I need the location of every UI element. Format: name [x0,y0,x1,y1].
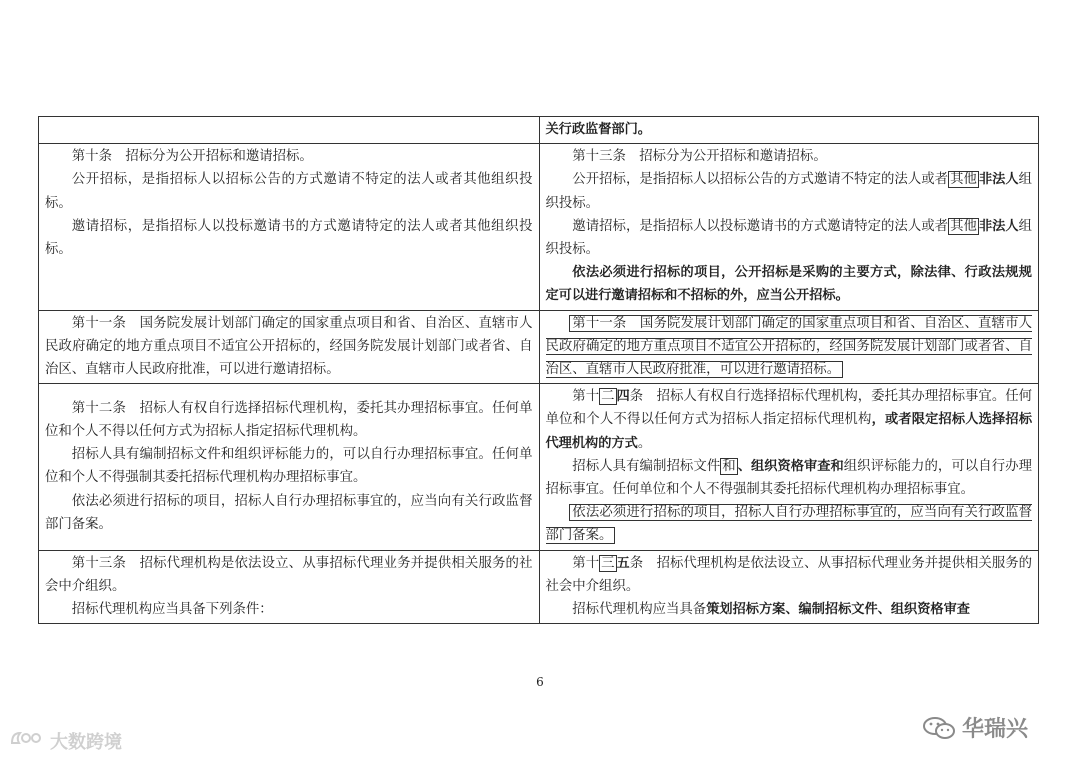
boxed-text: 其他 [950,218,977,234]
paragraph [45,168,533,214]
bold-text: 策划招标方案、编制招标文件、组织资格审查 [706,602,970,618]
text-run: 第十三条 招标分为公开招标和邀请招标。 [572,149,827,165]
deleted-article-box: 第十一条 国务院发展计划部门确定的国家重点项目和省、自治区、直辖市人民政府确定的地方重点项目不适宜公开招标的，经国务院发展计划部门或者省、自治区、直辖市人民政府批准，可以进行邀请招标。 [545,315,1032,378]
new-text-cell [539,384,1039,550]
old-text-cell [39,310,540,384]
paragraph [546,385,1033,455]
text-run: 第十 [572,555,600,571]
table-row [39,144,1039,310]
paragraph [546,118,1033,141]
text-run: 公开招标，是指招标人以招标公告的方式邀请不特定的法人或者 [572,172,949,188]
new-text-cell [539,550,1039,624]
bold-text: ，或者限定招标人选择招标代理机构的方式 [545,412,1033,451]
text-run: 依法必须进行招标的项目，招标人自行办理招标事宜的，应当向有关行政监督部门备案。 [45,493,533,532]
boxed-text: 和 [722,458,736,474]
table-row [39,384,1039,550]
old-text-cell [39,384,540,550]
paragraph [546,145,1033,168]
paragraph [546,312,1033,382]
paragraph [546,501,1033,547]
paragraph [45,490,533,536]
text-run: 条 招标代理机构是依法设立、从事招标代理业务并提供相关服务的社会中介组织。 [545,555,1033,594]
text-run: 招标代理机构应当具备 [572,602,707,618]
text-run: 第十一条 国务院发展计划部门确定的国家重点项目和省、自治区、直辖市人民政府确定的地方重点项目不适宜公开招标的，经国务院发展计划部门或者省、自治区、直辖市人民政府批准，可以进行邀请招标。 [45,315,533,378]
text-run: 邀请招标，是指招标人以投标邀请书的方式邀请特定的法人或者 [572,218,949,234]
text-run: 邀请招标，是指招标人以投标邀请书的方式邀请特定的法人或者其他组织投标。 [45,218,533,258]
paragraph [45,312,533,382]
bold-text: 非法人 [978,172,1019,188]
text-run: 第十三条 招标代理机构是依法设立、从事招标代理业务并提供相关服务的社会中介组织。 [45,555,533,594]
wechat-icon [922,716,956,740]
watermark-left [10,728,122,754]
bold-text: 依法必须进行招标的项目，公开招标是采购的主要方式，除法律、行政法规规定可以进行邀请招标和不招标的外，应当公开招标。 [545,265,1032,304]
watermark-right [922,712,1028,743]
watermark-right-text: 华瑞兴 [962,717,1029,742]
old-text-cell [39,550,540,624]
bold-text: 关行政监督部门。 [545,122,651,137]
text-run: 第十 [572,389,600,405]
text-run: 招标人具有编制招标文件和组织评标能力的，可以自行办理招标事宜。任何单位和个人不得强制其委托招标代理机构办理招标事宜。 [45,447,533,486]
paragraph [45,443,533,489]
watermark-left-text: 大数跨境 [50,732,122,753]
paragraph [45,598,533,621]
old-text-cell [39,117,540,144]
paragraph [45,397,533,443]
page-number: 6 [536,675,544,689]
comparison-table [38,116,1039,624]
table-row [39,550,1039,624]
brand-logo-icon [10,729,46,754]
old-text-cell [39,144,540,310]
text-run: 组织投标。 [545,218,1032,258]
paragraph [45,215,533,261]
text-run: 组织投标。 [545,172,1032,211]
bold-text: 、组织资格审查和 [737,458,844,474]
table-row [39,117,1039,144]
boxed-text: 三 [601,555,615,571]
bold-text: 四 [616,389,630,405]
text-run: 。 [637,435,652,451]
text-run: 第十二条 招标人有权自行选择招标代理机构，委托其办理招标事宜。任何单位和个人不得以任何方式为招标人指定招标代理机构。 [45,400,533,440]
text-run: 公开招标，是指招标人以招标公告的方式邀请不特定的法人或者其他组织投标。 [45,172,533,211]
text-run: 招标代理机构应当具备下列条件： [71,602,273,618]
deleted-clause-box: 依法必须进行招标的项目，招标人自行办理招标事宜的，应当向有关行政监督部门备案。 [545,505,1032,544]
boxed-text: 其他 [950,172,977,188]
text-run: 第十条 招标分为公开招标和邀请招标。 [71,149,313,165]
text-run: 招标人具有编制招标文件 [572,458,721,474]
new-text-cell [539,144,1039,310]
paragraph [45,552,533,598]
new-text-cell [539,117,1039,144]
paragraph [546,598,1033,621]
text-run: 组织评标能力的，可以自行办理招标事宜。任何单位和个人不得强制其委托招标代理机构办理招标事宜。 [545,458,1033,498]
paragraph [45,145,533,168]
paragraph [546,552,1033,598]
paragraph [546,215,1033,261]
text-run: 条 招标人有权自行选择招标代理机构，委托其办理招标事宜。任何单位和个人不得以任何方式为招标人指定招标代理机构 [545,389,1033,428]
boxed-text: 二 [601,389,615,405]
table-row [39,310,1039,384]
bold-text: 非法人 [978,218,1019,234]
new-text-cell [539,310,1039,384]
bold-text: 五 [616,555,630,571]
paragraph [546,168,1033,214]
paragraph [546,261,1033,307]
paragraph [546,455,1033,501]
